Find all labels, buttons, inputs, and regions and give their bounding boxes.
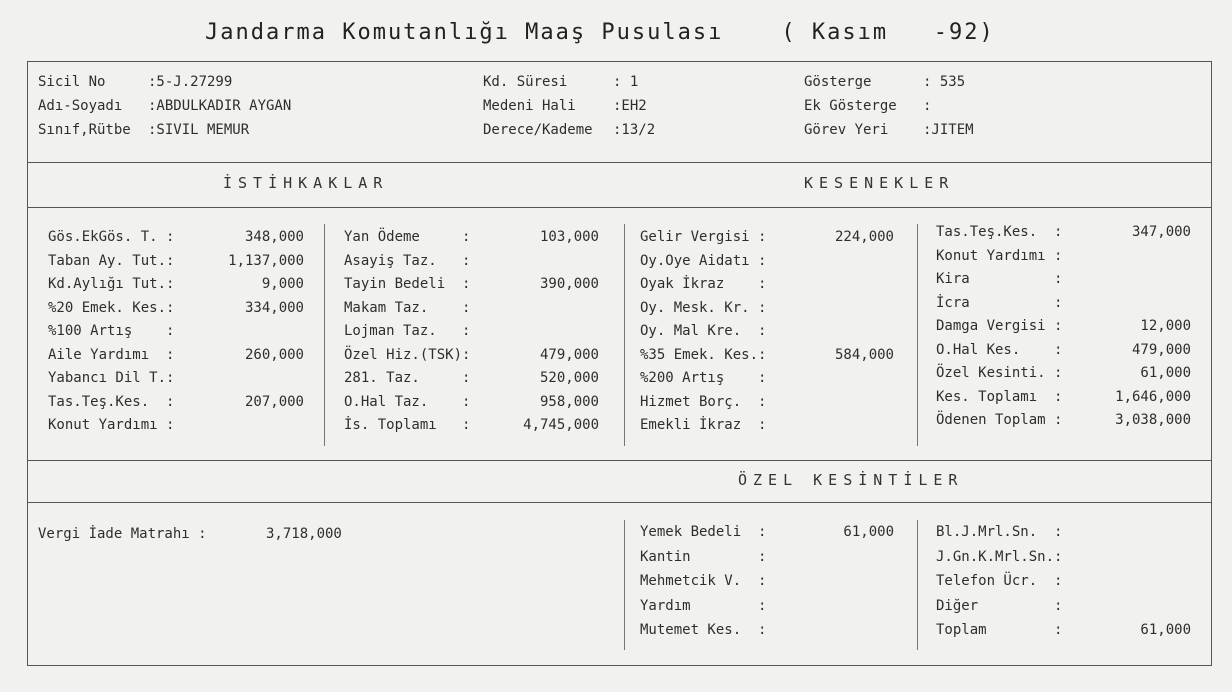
ozel-b-label: Bl.J.Mrl.Sn. :: [936, 524, 1063, 540]
section-kesenekler: KESENEKLER: [804, 174, 955, 192]
header-value: :ABDULKADIR AYGAN: [148, 98, 292, 114]
header-value: : 535: [923, 74, 966, 90]
kesenek-b-value: 479,000: [1131, 341, 1191, 358]
ozel-b-value: 61,000: [1140, 622, 1191, 638]
kesenek-b-value: 1,646,000: [1115, 388, 1191, 405]
kesenek-b-label: O.Hal Kes. :: [936, 341, 1063, 358]
section-istihkaklar: İSTİHKAKLAR: [223, 174, 389, 192]
separator-4: [624, 520, 625, 650]
vergi-iade-value: 3,718,000: [266, 526, 342, 542]
ozel-a-value: 61,000: [843, 524, 894, 540]
kesenek-b-value: 12,000: [1140, 318, 1191, 334]
istihkak-a-label: Taban Ay. Tut.:: [48, 252, 175, 269]
header-label: Adı-Soyadı: [38, 98, 123, 114]
kesenek-b-value: 61,000: [1140, 365, 1191, 381]
header-value: :EH2: [613, 98, 647, 114]
istihkak-b-value: 390,000: [539, 276, 599, 292]
vergi-iade-label: Vergi İade Matrahı :: [38, 526, 207, 542]
separator-2: [624, 224, 625, 446]
istihkak-a-value: 260,000: [244, 346, 304, 363]
kesenek-b-label: Konut Yardımı :: [936, 247, 1063, 264]
divider-header: [28, 162, 1211, 163]
kesenek-a-label: Emekli İkraz :: [640, 417, 767, 433]
ozel-b-label: Diğer :: [936, 597, 1063, 614]
ozel-a-label: Kantin :: [640, 548, 767, 565]
period-text: ( Kasım -92): [781, 20, 995, 45]
istihkak-a-label: Konut Yardımı :: [48, 417, 175, 433]
header-label: Sicil No: [38, 74, 106, 90]
ozel-a-label: Yardım :: [640, 597, 767, 614]
kesenek-b-label: Kira :: [936, 271, 1063, 287]
istihkak-b-label: İs. Toplamı :: [344, 417, 471, 433]
kesenek-a-label: Oy. Mal Kre. :: [640, 323, 767, 339]
kesenek-a-value: 584,000: [834, 346, 894, 363]
istihkak-a-label: Gös.EkGös. T. :: [48, 229, 175, 245]
header-label: Sınıf,Rütbe: [38, 122, 131, 138]
header-label: Gösterge: [804, 74, 872, 90]
header-value: :JITEM: [923, 122, 974, 138]
payslip-frame: [27, 61, 1212, 666]
divider-body: [28, 460, 1211, 461]
divider-sections: [28, 207, 1211, 208]
istihkak-a-value: 1,137,000: [228, 252, 304, 269]
istihkak-b-value: 103,000: [539, 229, 599, 245]
istihkak-b-label: Asayiş Taz. :: [344, 252, 471, 269]
separator-3: [917, 224, 918, 446]
ozel-a-label: Mehmetcik V. :: [640, 573, 767, 589]
istihkak-b-label: Makam Taz. :: [344, 299, 471, 316]
istihkak-b-value: 958,000: [539, 393, 599, 410]
istihkak-b-label: Tayin Bedeli :: [344, 276, 471, 292]
kesenek-a-label: Oy. Mesk. Kr. :: [640, 299, 767, 316]
istihkak-a-value: 334,000: [244, 299, 304, 316]
separator-1: [324, 224, 325, 446]
kesenek-a-label: Hizmet Borç. :: [640, 393, 767, 410]
title-text: Jandarma Komutanlığı Maaş Pusulası: [205, 20, 724, 45]
section-ozel-kesintiler: ÖZEL KESİNTİLER: [738, 471, 964, 489]
kesenek-b-label: Damga Vergisi :: [936, 318, 1063, 334]
ozel-b-label: Toplam :: [936, 622, 1063, 638]
istihkak-a-value: 348,000: [244, 229, 304, 245]
header-label: Ek Gösterge: [804, 98, 897, 114]
kesenek-b-label: Tas.Teş.Kes. :: [936, 224, 1063, 240]
istihkak-b-label: O.Hal Taz. :: [344, 393, 471, 410]
istihkak-a-label: Tas.Teş.Kes. :: [48, 393, 175, 410]
kesenek-a-label: Gelir Vergisi :: [640, 229, 767, 245]
header-value: :SIVIL MEMUR: [148, 122, 250, 138]
header-value: : 1: [613, 74, 639, 90]
header-label: Kd. Süresi: [483, 74, 568, 90]
ozel-a-label: Mutemet Kes. :: [640, 622, 767, 638]
kesenek-a-label: Oyak İkraz :: [640, 276, 767, 292]
kesenek-b-label: Ödenen Toplam :: [936, 412, 1063, 428]
kesenek-b-label: Özel Kesinti. :: [936, 365, 1063, 381]
kesenek-b-label: Kes. Toplamı :: [936, 388, 1063, 405]
header-label: Medeni Hali: [483, 98, 576, 114]
ozel-b-label: J.Gn.K.Mrl.Sn.:: [936, 548, 1063, 565]
istihkak-b-label: Yan Ödeme :: [344, 229, 471, 245]
istihkak-b-value: 4,745,000: [523, 417, 599, 433]
kesenek-b-label: İcra :: [936, 294, 1063, 311]
kesenek-b-value: 3,038,000: [1115, 412, 1191, 428]
istihkak-b-label: 281. Taz. :: [344, 370, 471, 386]
istihkak-a-label: %100 Artış :: [48, 323, 175, 339]
istihkak-a-label: Aile Yardımı :: [48, 346, 175, 363]
istihkak-b-label: Özel Hiz.(TSK):: [344, 346, 471, 363]
istihkak-a-value: 9,000: [261, 276, 304, 292]
istihkak-a-label: Yabancı Dil T.:: [48, 370, 175, 386]
istihkak-a-label: Kd.Aylığı Tut.:: [48, 276, 175, 292]
header-value: :: [923, 98, 932, 114]
header-label: Derece/Kademe: [483, 122, 593, 138]
kesenek-a-value: 224,000: [834, 229, 894, 245]
istihkak-b-label: Lojman Taz. :: [344, 323, 471, 339]
ozel-b-label: Telefon Ücr. :: [936, 573, 1063, 589]
kesenek-b-value: 347,000: [1131, 224, 1191, 240]
kesenek-a-label: %200 Artış :: [640, 370, 767, 386]
istihkak-a-value: 207,000: [244, 393, 304, 410]
kesenek-a-label: %35 Emek. Kes.:: [640, 346, 767, 363]
separator-5: [917, 520, 918, 650]
page-title: [205, 20, 995, 45]
kesenek-a-label: Oy.Oye Aidatı :: [640, 252, 767, 269]
istihkak-b-value: 520,000: [539, 370, 599, 386]
header-label: Görev Yeri: [804, 122, 889, 138]
istihkak-a-label: %20 Emek. Kes.:: [48, 299, 175, 316]
divider-ozel: [28, 502, 1211, 503]
header-value: :5-J.27299: [148, 74, 233, 90]
istihkak-b-value: 479,000: [539, 346, 599, 363]
ozel-a-label: Yemek Bedeli :: [640, 524, 767, 540]
header-value: :13/2: [613, 122, 656, 138]
